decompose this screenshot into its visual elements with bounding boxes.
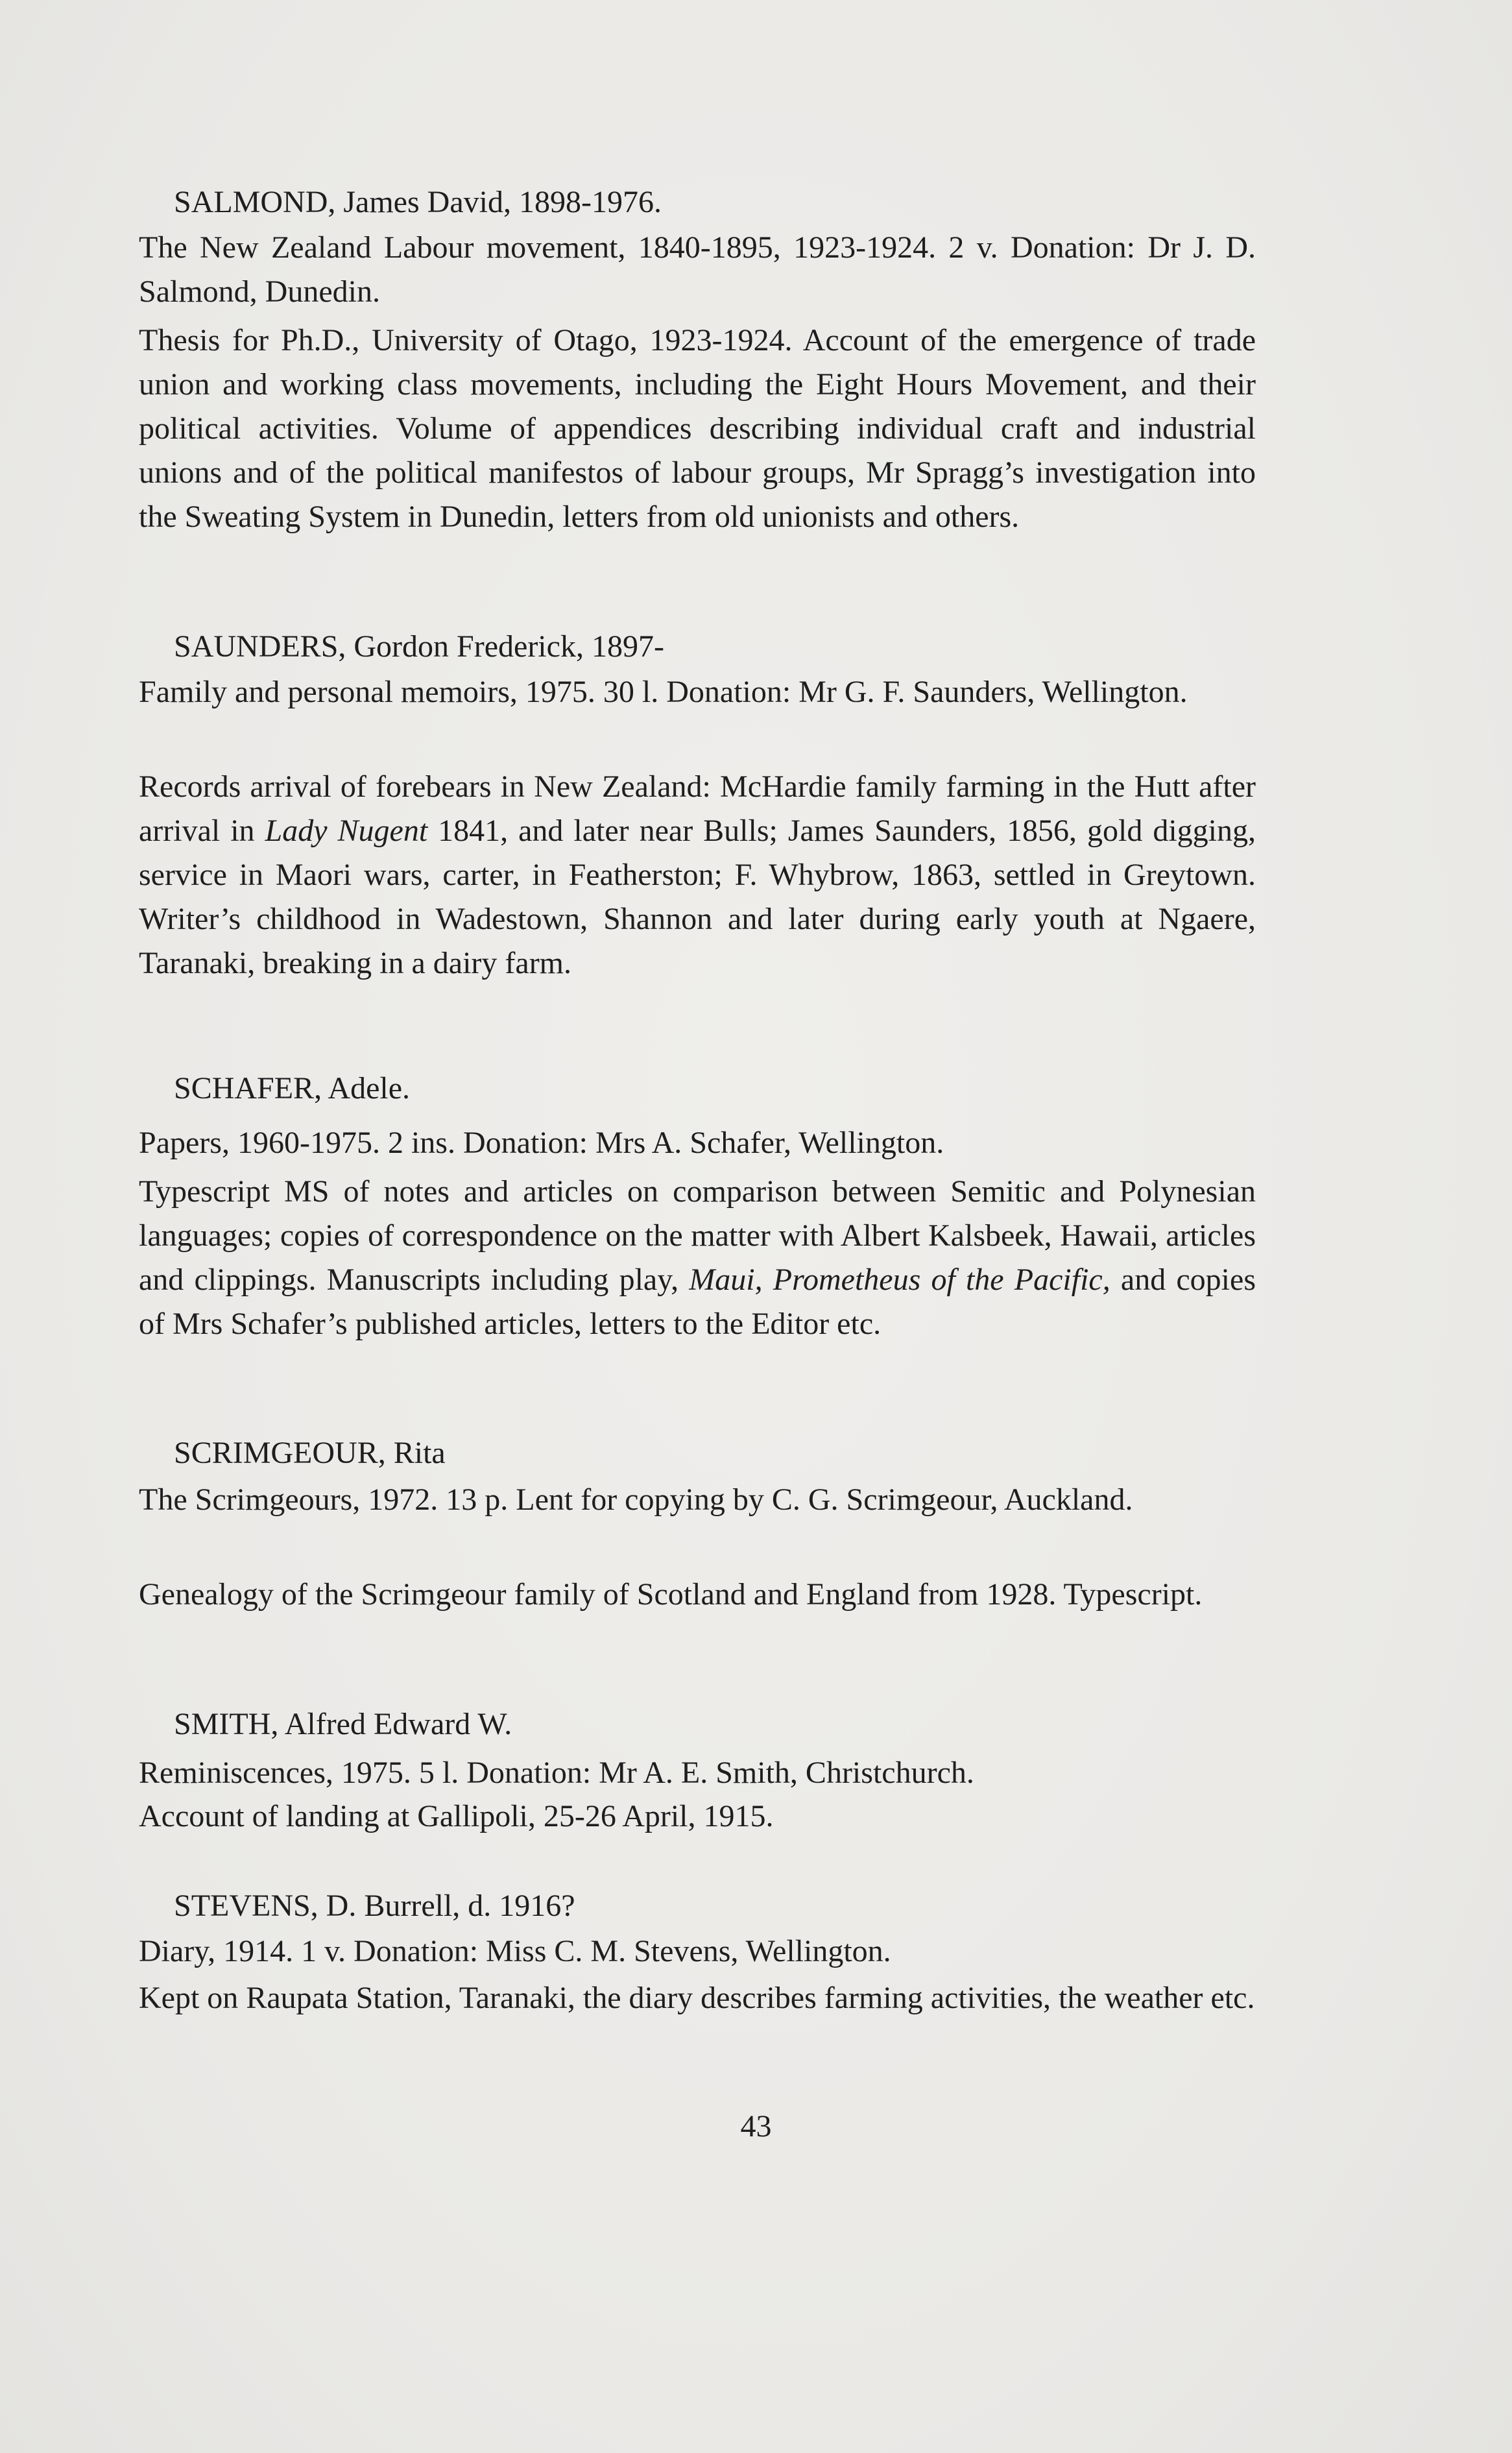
entry-description-smith: Account of landing at Gallipoli, 25-26 April, 1915. <box>139 1799 774 1833</box>
entry-description-saunders <box>139 765 1256 985</box>
play-title-italic: Maui, Prometheus of the Pacific, <box>689 1263 1110 1297</box>
entry-description-scrimgeour: Genealogy of the Scrimgeour family of Scotland and England from 1928. Typescript. <box>139 1577 1203 1612</box>
entry-details-stevens: Diary, 1914. 1 v. Donation: Miss C. M. Stevens, Wellington. <box>139 1934 891 1968</box>
entry-heading-salmond: SALMOND, James David, 1898-1976. <box>174 185 662 219</box>
entry-heading-scrimgeour: SCRIMGEOUR, Rita <box>174 1436 446 1470</box>
entry-details-schafer: Papers, 1960-1975. 2 ins. Donation: Mrs A. Schafer, Wellington. <box>139 1126 944 1160</box>
entry-description-salmond: Thesis for Ph.D., University of Otago, 1923-1924. Account of the emergence of trade union and working class movements, including the Eight Hours Movement, and their political activities. Volume of appendices describing individual craft and industrial unions and of the political manifestos of labour groups, Mr Spragg’s investigation into the Sweating System in Dunedin, letters from old unionists and others. <box>139 323 1256 534</box>
entry-details-smith: Reminiscences, 1975. 5 l. Donation: Mr A. E. Smith, Christchurch. <box>139 1756 974 1790</box>
description-text-part: Records arrival of forebears in New Zealand: McHardie family farming in the Hutt after arrival in <box>139 769 1256 848</box>
entry-details-salmond: The New Zealand Labour movement, 1840-1895, 1923-1924. 2 v. Donation: Dr J. D. Salmond, Dunedin. <box>139 230 1256 309</box>
entry-heading-stevens: STEVENS, D. Burrell, d. 1916? <box>174 1889 575 1923</box>
entry-heading-saunders: SAUNDERS, Gordon Frederick, 1897- <box>174 629 664 664</box>
description-text-part: 1841, and later near Bulls; James Saunders, 1856, gold digging, service in Maori wars, carter, in Featherston; F. Whybrow, 1863, settled in Greytown. Writer’s childhood in Wadestown, Shannon and later during early youth at Ngaere, Taranaki, breaking in a dairy farm. <box>139 814 1256 980</box>
entry-description-schafer <box>139 1170 1256 1346</box>
entry-details-scrimgeour: The Scrimgeours, 1972. 13 p. Lent for copying by C. G. Scrimgeour, Auckland. <box>139 1482 1133 1517</box>
entry-heading-smith: SMITH, Alfred Edward W. <box>174 1707 512 1741</box>
ship-name-italic: Lady Nugent <box>265 814 428 848</box>
page-number: 43 <box>740 2109 772 2144</box>
description-text-part: and copies of Mrs Schafer’s published articles, letters to the Editor etc. <box>139 1263 1256 1341</box>
entry-description-stevens: Kept on Raupata Station, Taranaki, the diary describes farming activities, the weather etc. <box>139 1981 1255 2015</box>
description-text-part: Typescript MS of notes and articles on comparison between Semitic and Polynesian languages; copies of correspondence on the matter with Albert Kalsbeek, Hawaii, articles and clippings. Manuscripts including play, <box>139 1174 1256 1297</box>
entry-heading-schafer: SCHAFER, Adele. <box>174 1071 411 1106</box>
entry-details-saunders: Family and personal memoirs, 1975. 30 l. Donation: Mr G. F. Saunders, Wellington. <box>139 675 1188 709</box>
